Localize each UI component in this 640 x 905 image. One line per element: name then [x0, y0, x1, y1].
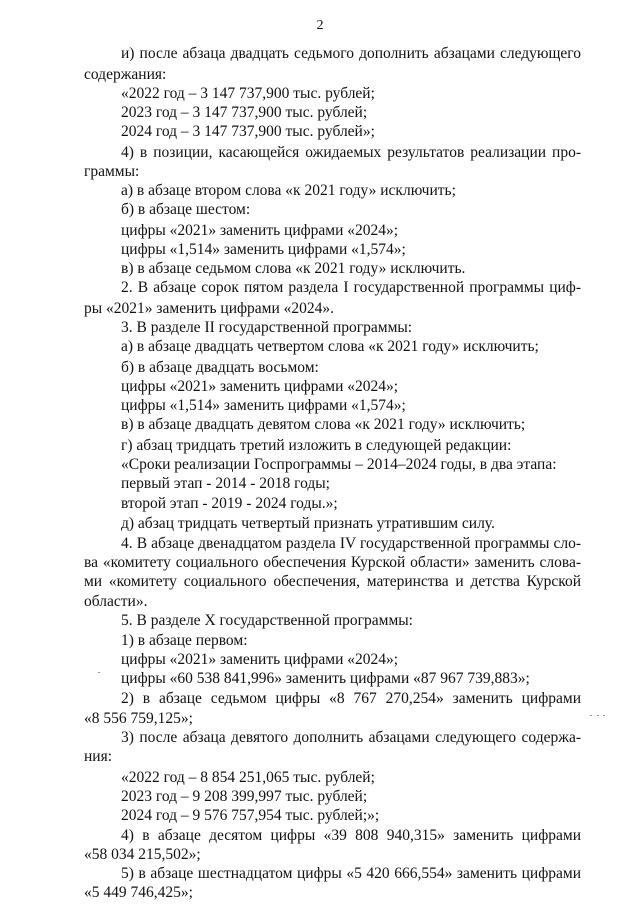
- text-line: 2023 год – 3 147 737,900 тыс. рублей;: [121, 104, 368, 121]
- text-line: цифры «1,514» заменить цифрами «1,574»;: [121, 241, 406, 258]
- text-line: содержания:: [84, 66, 167, 83]
- page-number: 2: [316, 18, 324, 33]
- text-line: 2. В абзаце сорок пятом раздела I государственной программы циф-: [121, 279, 581, 296]
- text-line: цифры «1,514» заменить цифрами «1,574»;: [121, 397, 406, 414]
- text-line: б) в абзаце шестом:: [121, 201, 251, 218]
- text-line: 2023 год – 9 208 399,997 тыс. рублей;: [121, 788, 368, 805]
- text-line: 5) в абзаце шестнадцатом цифры «5 420 666,554» заменить цифрами: [121, 865, 581, 882]
- text-line: «8 556 759,125»;: [84, 710, 193, 727]
- text-line: 2) в абзаце седьмом цифры «8 767 270,254» заменить цифрами: [121, 690, 581, 707]
- text-line: 1) в абзаце первом:: [121, 632, 248, 649]
- text-line: ры «2021» заменить цифрами «2024».: [84, 300, 335, 317]
- text-line: ва «комитету социального обеспечения Курской области» заменить слова-: [84, 554, 581, 571]
- text-line: граммы:: [84, 163, 140, 180]
- text-line: ми «комитету социального обеспечения, материнства и детства Курской: [84, 573, 581, 590]
- scan-speck: [98, 672, 100, 673]
- text-line: второй этап - 2019 - 2024 годы.»;: [121, 495, 338, 512]
- text-line: области».: [84, 593, 148, 610]
- text-line: «2022 год – 8 854 251,065 тыс. рублей;: [121, 769, 375, 786]
- text-line: «58 034 215,502»;: [84, 846, 201, 863]
- text-line: д) абзац тридцать четвертый признать утратившим силу.: [121, 515, 495, 532]
- text-line: в) в абзаце двадцать девятом слова «к 2021 году» исключить;: [121, 416, 526, 433]
- text-line: 4) в абзаце десятом цифры «39 808 940,315» заменить цифрами: [121, 827, 581, 844]
- text-line: ния:: [84, 748, 113, 765]
- text-line: б) в абзаце двадцать восьмом:: [121, 359, 319, 376]
- text-line: 2024 год – 3 147 737,900 тыс. рублей»;: [121, 123, 375, 140]
- text-line: цифры «2021» заменить цифрами «2024»;: [121, 651, 399, 668]
- text-line: «5 449 746,425»;: [84, 884, 193, 901]
- text-line: в) в абзаце седьмом слова «к 2021 году» исключить.: [121, 260, 466, 277]
- text-line: 3. В разделе II государственной программы:: [121, 319, 413, 336]
- text-line: 4) в позиции, касающейся ожидаемых результатов реализации про-: [121, 144, 581, 161]
- text-line: 2024 год – 9 576 757,954 тыс. рублей;»;: [121, 807, 380, 824]
- text-line: 5. В разделе X государственной программы:: [121, 612, 413, 629]
- text-line: первый этап - 2014 - 2018 годы;: [121, 475, 330, 492]
- text-line: 4. В абзаце двенадцатом раздела IV государственной программы сло-: [121, 535, 581, 552]
- text-line: «Сроки реализации Госпрограммы – 2014–2024 годы, в два этапа:: [121, 456, 557, 473]
- text-line: 3) после абзаца девятого дополнить абзацами следующего содержа-: [121, 729, 581, 746]
- scan-speck: [590, 715, 592, 716]
- text-line: а) в абзаце втором слова «к 2021 году» исключить;: [121, 182, 456, 199]
- scan-speck: [603, 715, 605, 716]
- text-line: и) после абзаца двадцать седьмого дополнить абзацами следующего: [121, 45, 581, 62]
- text-line: «2022 год – 3 147 737,900 тыс. рублей;: [121, 85, 375, 102]
- text-line: цифры «60 538 841,996» заменить цифрами «87 967 739,883»;: [121, 670, 530, 687]
- text-line: г) абзац тридцать третий изложить в следующей редакции:: [121, 437, 512, 454]
- scan-speck: [597, 715, 599, 716]
- text-line: а) в абзаце двадцать четвертом слова «к 2021 году» исключить;: [121, 338, 539, 355]
- text-line: цифры «2021» заменить цифрами «2024»;: [121, 222, 399, 239]
- text-line: цифры «2021» заменить цифрами «2024»;: [121, 378, 399, 395]
